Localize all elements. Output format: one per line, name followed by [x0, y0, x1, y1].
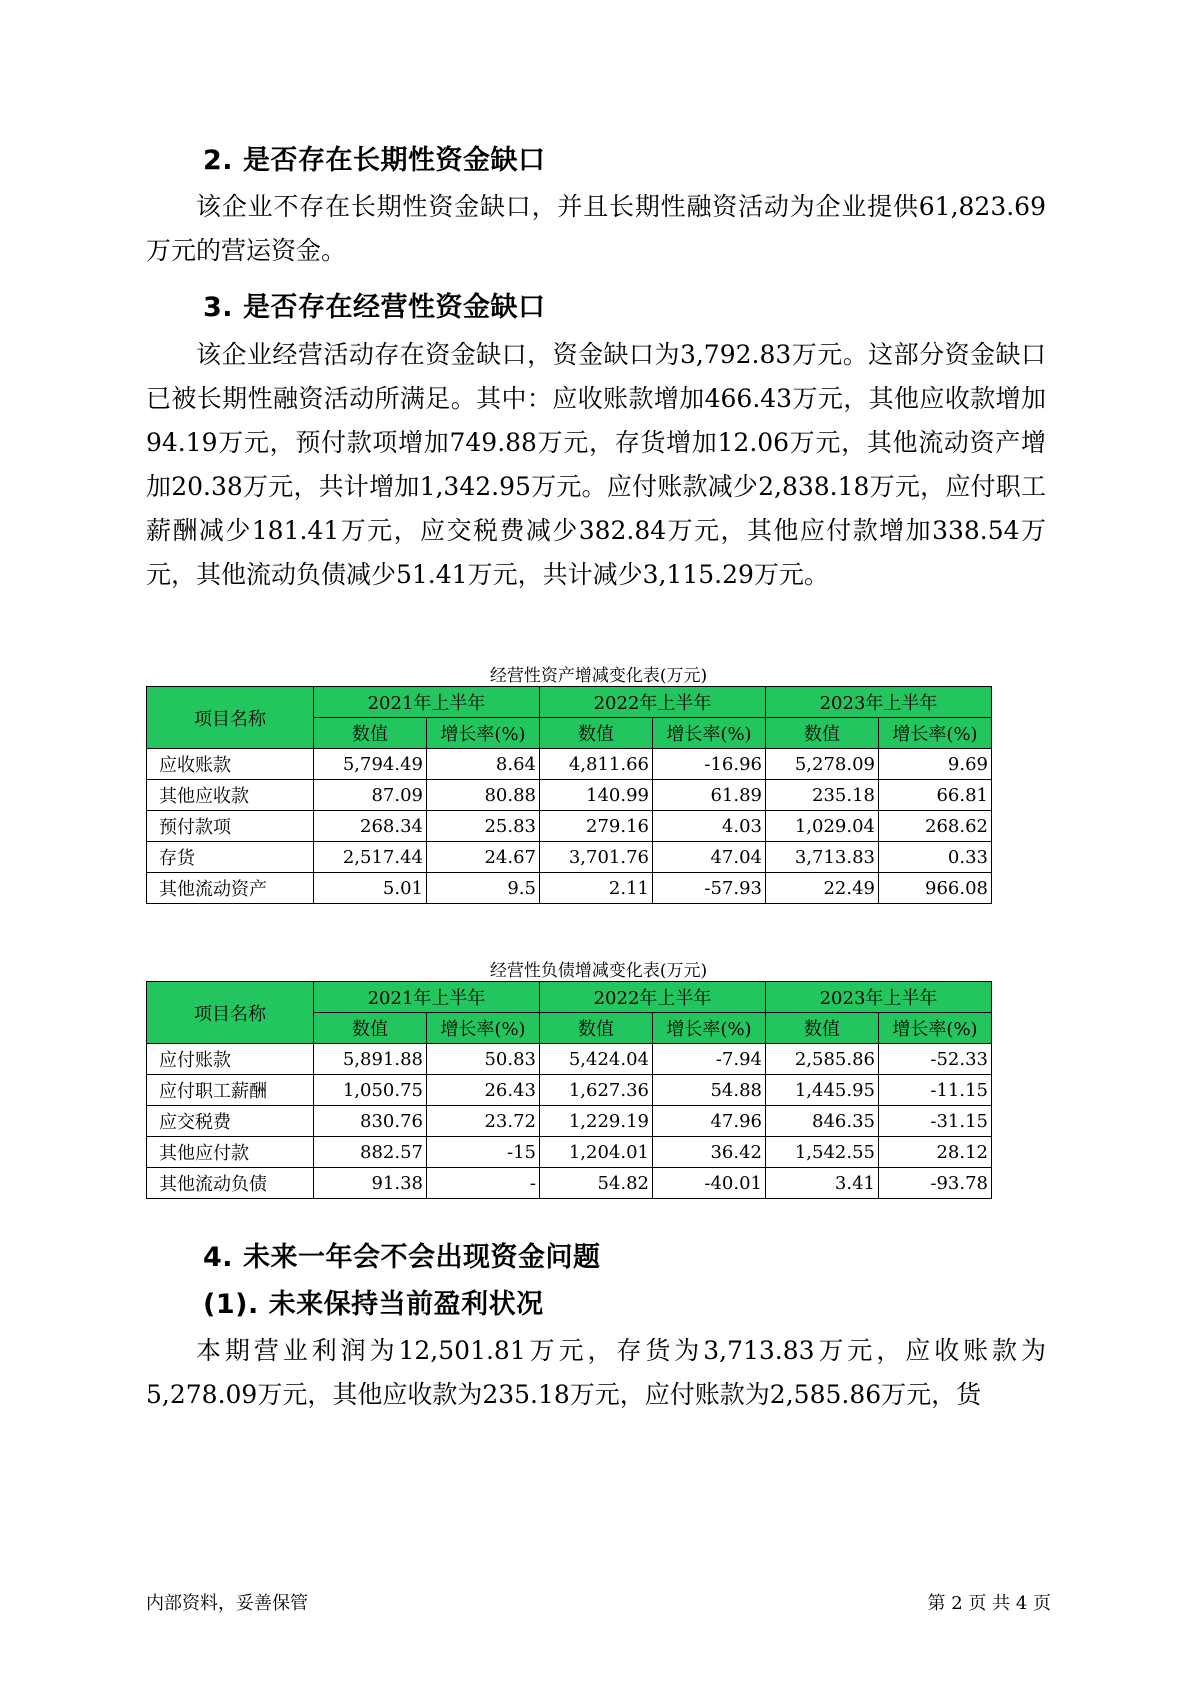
- value-header: 数值: [314, 718, 427, 749]
- value-cell: 87.09: [314, 780, 427, 811]
- section-4-heading: 4. 未来一年会不会出现资金问题: [203, 1242, 601, 1273]
- period-header: 2023年上半年: [766, 687, 992, 718]
- growth-rate-cell: -31.15: [879, 1106, 992, 1137]
- growth-rate-cell: 26.43: [427, 1075, 540, 1106]
- value-cell: 4,811.66: [540, 749, 653, 780]
- value-cell: 140.99: [540, 780, 653, 811]
- liabilities-change-table: [146, 981, 992, 1199]
- table-row: [147, 1168, 992, 1199]
- growth-rate-cell: 47.04: [653, 842, 766, 873]
- growth-rate-cell: 66.81: [879, 780, 992, 811]
- value-cell: 1,445.95: [766, 1075, 879, 1106]
- growth-rate-header: 增长率(%): [427, 1013, 540, 1044]
- growth-rate-cell: 25.83: [427, 811, 540, 842]
- growth-rate-cell: 4.03: [653, 811, 766, 842]
- growth-rate-cell: -15: [427, 1137, 540, 1168]
- value-cell: 846.35: [766, 1106, 879, 1137]
- growth-rate-header: 增长率(%): [653, 1013, 766, 1044]
- item-name-header: 项目名称: [147, 687, 314, 749]
- growth-rate-cell: 47.96: [653, 1106, 766, 1137]
- value-cell: 1,627.36: [540, 1075, 653, 1106]
- section-2-text: 该企业不存在长期性资金缺口，并且长期性融资活动为企业提供61,823.69万元的营运资金。: [146, 192, 1046, 265]
- period-header: 2022年上半年: [540, 687, 766, 718]
- period-header: 2021年上半年: [314, 687, 540, 718]
- growth-rate-cell: -7.94: [653, 1044, 766, 1075]
- table-row: [147, 1137, 992, 1168]
- growth-rate-cell: -40.01: [653, 1168, 766, 1199]
- value-cell: 882.57: [314, 1137, 427, 1168]
- growth-rate-cell: 24.67: [427, 842, 540, 873]
- growth-rate-cell: -: [427, 1168, 540, 1199]
- row-label: 存货: [147, 842, 314, 873]
- table-row: [147, 780, 992, 811]
- growth-rate-cell: 966.08: [879, 873, 992, 904]
- row-label: 应收账款: [147, 749, 314, 780]
- value-cell: 22.49: [766, 873, 879, 904]
- table-header-row: [147, 982, 992, 1013]
- table-row: [147, 842, 992, 873]
- value-cell: 5.01: [314, 873, 427, 904]
- growth-rate-cell: 80.88: [427, 780, 540, 811]
- row-label: 其他应收款: [147, 780, 314, 811]
- value-cell: 830.76: [314, 1106, 427, 1137]
- table-row: [147, 1044, 992, 1075]
- growth-rate-header: 增长率(%): [427, 718, 540, 749]
- row-label: 预付款项: [147, 811, 314, 842]
- value-cell: 235.18: [766, 780, 879, 811]
- row-label: 应付职工薪酬: [147, 1075, 314, 1106]
- value-cell: 1,229.19: [540, 1106, 653, 1137]
- value-cell: 2.11: [540, 873, 653, 904]
- value-cell: 1,050.75: [314, 1075, 427, 1106]
- table-row: [147, 1075, 992, 1106]
- value-header: 数值: [766, 718, 879, 749]
- growth-rate-header: 增长率(%): [879, 718, 992, 749]
- row-label: 其他应付款: [147, 1137, 314, 1168]
- growth-rate-cell: 8.64: [427, 749, 540, 780]
- section-4-paragraph: [146, 1329, 1046, 1417]
- section-3-paragraph: [146, 333, 1046, 597]
- growth-rate-cell: -11.15: [879, 1075, 992, 1106]
- period-header: 2021年上半年: [314, 982, 540, 1013]
- value-header: 数值: [540, 1013, 653, 1044]
- growth-rate-cell: 61.89: [653, 780, 766, 811]
- value-cell: 3,713.83: [766, 842, 879, 873]
- row-label: 应交税费: [147, 1106, 314, 1137]
- footer-page-number: 第 2 页 共 4 页: [927, 1593, 1051, 1614]
- row-label: 其他流动资产: [147, 873, 314, 904]
- growth-rate-cell: 23.72: [427, 1106, 540, 1137]
- table1-caption: 经营性资产增减变化表(万元): [489, 666, 708, 686]
- growth-rate-cell: -52.33: [879, 1044, 992, 1075]
- growth-rate-cell: -93.78: [879, 1168, 992, 1199]
- value-cell: 2,517.44: [314, 842, 427, 873]
- value-cell: 3,701.76: [540, 842, 653, 873]
- growth-rate-cell: 268.62: [879, 811, 992, 842]
- growth-rate-cell: 0.33: [879, 842, 992, 873]
- value-cell: 2,585.86: [766, 1044, 879, 1075]
- table-row: [147, 749, 992, 780]
- value-header: 数值: [540, 718, 653, 749]
- value-cell: 5,424.04: [540, 1044, 653, 1075]
- value-cell: 1,542.55: [766, 1137, 879, 1168]
- value-cell: 3.41: [766, 1168, 879, 1199]
- section-3-heading: 3. 是否存在经营性资金缺口: [203, 292, 546, 323]
- growth-rate-cell: 9.69: [879, 749, 992, 780]
- row-label: 其他流动负债: [147, 1168, 314, 1199]
- table-header-row: [147, 687, 992, 718]
- growth-rate-cell: 36.42: [653, 1137, 766, 1168]
- value-cell: 1,204.01: [540, 1137, 653, 1168]
- growth-rate-cell: 50.83: [427, 1044, 540, 1075]
- growth-rate-header: 增长率(%): [879, 1013, 992, 1044]
- item-name-header: 项目名称: [147, 982, 314, 1044]
- table-row: [147, 811, 992, 842]
- growth-rate-cell: -16.96: [653, 749, 766, 780]
- growth-rate-cell: 54.88: [653, 1075, 766, 1106]
- value-header: 数值: [766, 1013, 879, 1044]
- value-cell: 5,794.49: [314, 749, 427, 780]
- value-cell: 91.38: [314, 1168, 427, 1199]
- row-label: 应付账款: [147, 1044, 314, 1075]
- section-4-subheading: (1). 未来保持当前盈利状况: [203, 1289, 544, 1320]
- table2-caption: 经营性负债增减变化表(万元): [489, 961, 708, 981]
- table-row: [147, 1106, 992, 1137]
- growth-rate-cell: 28.12: [879, 1137, 992, 1168]
- value-header: 数值: [314, 1013, 427, 1044]
- footer-confidential-note: 内部资料，妥善保管: [146, 1593, 308, 1614]
- value-cell: 54.82: [540, 1168, 653, 1199]
- section-2-paragraph: [146, 185, 1046, 273]
- growth-rate-cell: -57.93: [653, 873, 766, 904]
- section-3-text: 该企业经营活动存在资金缺口，资金缺口为3,792.83万元。这部分资金缺口已被长期性融资活动所满足。其中：应收账款增加466.43万元，其他应收款增加94.19万元，预付款项增加749.88万元，存货增加12.06万元，其他流动资产增加20.38万元，共计增加1,342.95万元。应付账款减少2,838.18万元，应付职工薪酬减少181.41万元，应交税费减少382.84万元，其他应付款增加338.54万元，其他流动负债减少51.41万元，共计减少3,115.29万元。: [146, 340, 1046, 589]
- value-cell: 5,891.88: [314, 1044, 427, 1075]
- table-row: [147, 873, 992, 904]
- section-2-heading: 2. 是否存在长期性资金缺口: [203, 145, 546, 176]
- section-4-text: 本期营业利润为12,501.81万元，存货为3,713.83万元，应收账款为5,278.09万元，其他应收款为235.18万元，应付账款为2,585.86万元，货: [146, 1336, 1046, 1409]
- growth-rate-cell: 9.5: [427, 873, 540, 904]
- value-cell: 1,029.04: [766, 811, 879, 842]
- value-cell: 268.34: [314, 811, 427, 842]
- assets-change-table: [146, 686, 992, 904]
- value-cell: 279.16: [540, 811, 653, 842]
- period-header: 2022年上半年: [540, 982, 766, 1013]
- growth-rate-header: 增长率(%): [653, 718, 766, 749]
- period-header: 2023年上半年: [766, 982, 992, 1013]
- value-cell: 5,278.09: [766, 749, 879, 780]
